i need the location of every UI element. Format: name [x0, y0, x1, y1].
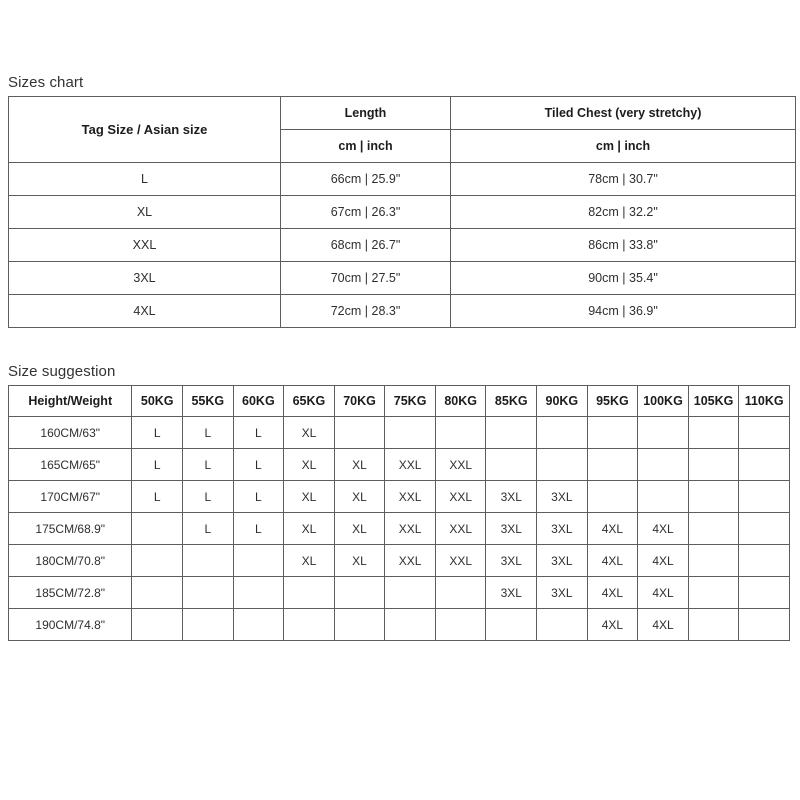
- height-label: 175CM/68.9": [9, 513, 132, 545]
- header-weight-100kg: 100KG: [638, 386, 689, 417]
- header-weight-60kg: 60KG: [233, 386, 284, 417]
- header-weight-70kg: 70KG: [334, 386, 385, 417]
- size-recommendation-cell: 3XL: [537, 545, 588, 577]
- empty-cell: [334, 577, 385, 609]
- size-recommendation-cell: XXL: [435, 513, 486, 545]
- size-recommendation-cell: L: [233, 481, 284, 513]
- empty-cell: [132, 545, 183, 577]
- table-row: [9, 481, 790, 513]
- size-cell: 4XL: [9, 295, 281, 328]
- size-recommendation-cell: XXL: [385, 449, 436, 481]
- height-label: 165CM/65": [9, 449, 132, 481]
- size-recommendation-cell: L: [132, 449, 183, 481]
- empty-cell: [334, 417, 385, 449]
- size-recommendation-cell: XXL: [385, 513, 436, 545]
- height-label: 170CM/67": [9, 481, 132, 513]
- chest-cell: 86cm | 33.8": [451, 229, 796, 262]
- empty-cell: [334, 609, 385, 641]
- empty-cell: [537, 449, 588, 481]
- empty-cell: [739, 449, 790, 481]
- header-weight-95kg: 95KG: [587, 386, 638, 417]
- chest-cell: 90cm | 35.4": [451, 262, 796, 295]
- header-weight-80kg: 80KG: [435, 386, 486, 417]
- length-cell: 67cm | 26.3": [281, 196, 451, 229]
- size-suggestion-title: Size suggestion: [8, 363, 116, 380]
- size-recommendation-cell: XL: [284, 449, 335, 481]
- size-recommendation-cell: L: [183, 417, 234, 449]
- size-suggestion-header-row: [9, 386, 790, 417]
- empty-cell: [739, 481, 790, 513]
- size-suggestion-body: [9, 417, 790, 641]
- size-recommendation-cell: 4XL: [587, 513, 638, 545]
- empty-cell: [688, 417, 739, 449]
- size-recommendation-cell: XL: [284, 417, 335, 449]
- size-recommendation-cell: 4XL: [587, 577, 638, 609]
- empty-cell: [486, 417, 537, 449]
- empty-cell: [435, 417, 486, 449]
- header-weight-105kg: 105KG: [688, 386, 739, 417]
- size-recommendation-cell: 3XL: [486, 513, 537, 545]
- empty-cell: [638, 417, 689, 449]
- empty-cell: [537, 417, 588, 449]
- sizes-chart-header: [9, 97, 796, 163]
- empty-cell: [688, 513, 739, 545]
- empty-cell: [284, 577, 335, 609]
- empty-cell: [739, 609, 790, 641]
- size-recommendation-cell: XXL: [435, 449, 486, 481]
- header-length: Length: [281, 97, 451, 130]
- empty-cell: [688, 609, 739, 641]
- size-cell: 3XL: [9, 262, 281, 295]
- header-height-weight: Height/Weight: [9, 386, 132, 417]
- empty-cell: [688, 545, 739, 577]
- empty-cell: [739, 513, 790, 545]
- empty-cell: [132, 609, 183, 641]
- size-recommendation-cell: XXL: [385, 545, 436, 577]
- empty-cell: [385, 417, 436, 449]
- table-row: [9, 449, 790, 481]
- table-row: [9, 545, 790, 577]
- empty-cell: [435, 577, 486, 609]
- header-weight-110kg: 110KG: [739, 386, 790, 417]
- size-cell: L: [9, 163, 281, 196]
- size-recommendation-cell: 4XL: [638, 513, 689, 545]
- length-cell: 66cm | 25.9": [281, 163, 451, 196]
- size-recommendation-cell: 3XL: [537, 481, 588, 513]
- empty-cell: [587, 449, 638, 481]
- size-recommendation-cell: XL: [334, 513, 385, 545]
- empty-cell: [132, 577, 183, 609]
- empty-cell: [739, 577, 790, 609]
- empty-cell: [688, 577, 739, 609]
- length-cell: 72cm | 28.3": [281, 295, 451, 328]
- empty-cell: [233, 609, 284, 641]
- size-recommendation-cell: 3XL: [486, 481, 537, 513]
- length-cell: 68cm | 26.7": [281, 229, 451, 262]
- table-row: [9, 609, 790, 641]
- table-row: [9, 163, 796, 196]
- header-weight-65kg: 65KG: [284, 386, 335, 417]
- size-recommendation-cell: L: [233, 449, 284, 481]
- size-recommendation-cell: L: [233, 417, 284, 449]
- header-weight-55kg: 55KG: [183, 386, 234, 417]
- size-recommendation-cell: XL: [334, 545, 385, 577]
- header-chest-units: cm | inch: [451, 130, 796, 163]
- empty-cell: [486, 449, 537, 481]
- empty-cell: [132, 513, 183, 545]
- size-recommendation-cell: 4XL: [638, 609, 689, 641]
- header-weight-85kg: 85KG: [486, 386, 537, 417]
- size-recommendation-cell: 3XL: [537, 513, 588, 545]
- table-row: [9, 577, 790, 609]
- header-tiled-chest: Tiled Chest (very stretchy): [451, 97, 796, 130]
- sizes-chart-header-row-1: [9, 97, 796, 130]
- empty-cell: [233, 577, 284, 609]
- size-recommendation-cell: 4XL: [638, 545, 689, 577]
- empty-cell: [233, 545, 284, 577]
- length-cell: 70cm | 27.5": [281, 262, 451, 295]
- empty-cell: [587, 417, 638, 449]
- empty-cell: [638, 481, 689, 513]
- header-weight-75kg: 75KG: [385, 386, 436, 417]
- sizes-chart-table: [8, 96, 796, 328]
- table-row: [9, 417, 790, 449]
- empty-cell: [587, 481, 638, 513]
- size-recommendation-cell: 4XL: [638, 577, 689, 609]
- empty-cell: [739, 417, 790, 449]
- table-row: [9, 513, 790, 545]
- chest-cell: 94cm | 36.9": [451, 295, 796, 328]
- size-recommendation-cell: L: [132, 417, 183, 449]
- empty-cell: [385, 577, 436, 609]
- size-recommendation-cell: XXL: [435, 481, 486, 513]
- empty-cell: [435, 609, 486, 641]
- size-recommendation-cell: XL: [334, 449, 385, 481]
- height-label: 185CM/72.8": [9, 577, 132, 609]
- height-label: 180CM/70.8": [9, 545, 132, 577]
- empty-cell: [486, 609, 537, 641]
- size-recommendation-cell: 4XL: [587, 609, 638, 641]
- size-recommendation-cell: L: [183, 481, 234, 513]
- table-row: [9, 295, 796, 328]
- size-suggestion-header: [9, 386, 790, 417]
- size-cell: XXL: [9, 229, 281, 262]
- chest-cell: 82cm | 32.2": [451, 196, 796, 229]
- header-weight-50kg: 50KG: [132, 386, 183, 417]
- size-recommendation-cell: XL: [284, 481, 335, 513]
- empty-cell: [537, 609, 588, 641]
- size-recommendation-cell: L: [233, 513, 284, 545]
- size-recommendation-cell: XL: [284, 513, 335, 545]
- empty-cell: [183, 577, 234, 609]
- empty-cell: [183, 609, 234, 641]
- size-recommendation-cell: L: [183, 449, 234, 481]
- size-recommendation-cell: XL: [334, 481, 385, 513]
- table-row: [9, 196, 796, 229]
- size-recommendation-cell: XL: [284, 545, 335, 577]
- size-recommendation-cell: 3XL: [537, 577, 588, 609]
- size-recommendation-cell: XXL: [385, 481, 436, 513]
- header-tag-size: Tag Size / Asian size: [9, 97, 281, 163]
- header-weight-90kg: 90KG: [537, 386, 588, 417]
- size-recommendation-cell: 3XL: [486, 545, 537, 577]
- empty-cell: [688, 449, 739, 481]
- header-length-units: cm | inch: [281, 130, 451, 163]
- sizes-chart-body: [9, 163, 796, 328]
- chest-cell: 78cm | 30.7": [451, 163, 796, 196]
- size-cell: XL: [9, 196, 281, 229]
- size-recommendation-cell: L: [132, 481, 183, 513]
- size-recommendation-cell: XXL: [435, 545, 486, 577]
- empty-cell: [183, 545, 234, 577]
- empty-cell: [688, 481, 739, 513]
- empty-cell: [638, 449, 689, 481]
- size-suggestion-table: [8, 385, 790, 641]
- height-label: 190CM/74.8": [9, 609, 132, 641]
- empty-cell: [739, 545, 790, 577]
- size-recommendation-cell: L: [183, 513, 234, 545]
- size-recommendation-cell: 3XL: [486, 577, 537, 609]
- table-row: [9, 262, 796, 295]
- table-row: [9, 229, 796, 262]
- height-label: 160CM/63": [9, 417, 132, 449]
- empty-cell: [284, 609, 335, 641]
- empty-cell: [385, 609, 436, 641]
- sizes-chart-title: Sizes chart: [8, 74, 84, 91]
- size-recommendation-cell: 4XL: [587, 545, 638, 577]
